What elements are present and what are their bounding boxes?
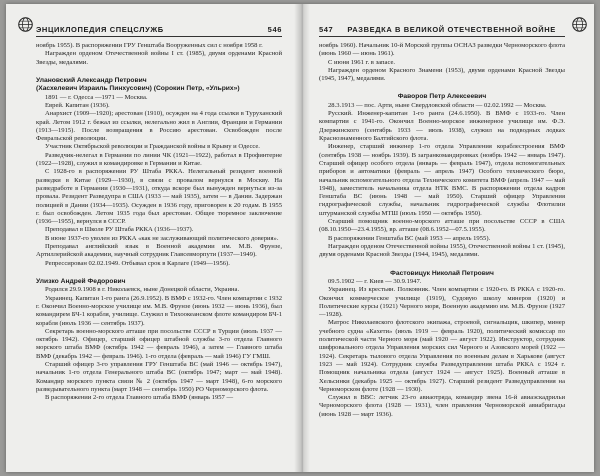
page-number: 547 [319,24,334,34]
paragraph: Старший офицер 3-го управления ГРУ Генштаба ВС (май 1946 — октябрь 1947), начальник 1-го отдела Генерального штаба ВС (октябрь 1947; март — май 1948). Командир морского пункта связи № 2 (октябрь 1947 — март 1948), 6-го морского разведывательного пункта (март 1948 — сентябрь 1950) РО Черноморского флота. [36,361,282,393]
paragraph: Награжден орденом Красного Знамени (1953), двумя орденами Красной Звезды (1945, 1947), медалями. [319,66,565,83]
paragraph: Разведчик-нелегал в Германии по линии ЧК (1921—1922), работал в Профинтерне (1922—1928), служил в командировке в Германии и Китае. [36,151,282,168]
paragraph: В распоряжении Генштаба ВС (май 1953 — апрель 1955). [328,234,491,242]
book-spread [6,4,594,472]
paragraph: ноябрь 1960). Начальник 10-й Морской группы ОСНАЗ разведки Черноморского флота (июнь 1960 — июнь 1961). [319,42,565,58]
paragraph: Русский. Инженер-капитан 1-го ранга (24.6.1950). В ВМФ с 1933-го. Член компартии с 1941-го. Окончил Военно-морское инженерное училище им. Ф.Э. Дзержинского (сентябрь 1933 — июль 1938), служил на подводных лодках Краснознаменного Балтийского флота. [319,110,565,143]
paragraph: Украинец. Капитан 1-го ранга (26.9.1952). В ВМФ с 1932-го. Член компартии с 1932 г. Окончил Военно-морское училище им. М.В. Фрунзе (июнь 1932 — июнь 1936), был командирем БЧ-1 корабля, училище. Служил в Тихоокеанском флоте командиром БЧ-1 корабля (июль 1936 — сентябрь 1937). [36,294,282,327]
paragraph: Преподавал в Школе РУ Штаба РККА (1936—1937). [45,226,194,234]
paragraph: Старший помощник военно-морского атташе при посольстве СССР в США (08.10.1950—23.4.1955), вр. атташе (08.6.1952—07.5.1955). [319,218,565,234]
paragraph: Награжден орденом Отечественной войны 1955), Отечественной войны 1 ст. (1945), двумя орденами Красной Звезды (1944, 1945), медалями. [319,242,565,259]
entry-heading: Улизко Андрей Федорович [36,277,126,285]
entry-heading: Фастовицук Николай Петрович [390,269,494,277]
paragraph: Репрессирован 02.02.1949. Отбывал срок в Карлаге (1949—1956). [45,259,230,267]
globe-emblem-icon [18,17,33,32]
paragraph: Еврей. Капитан (1936). [45,102,110,109]
running-head-title: ЭНЦИКЛОПЕДИЯ СПЕЦСЛУЖБ [36,24,164,34]
right-page-body [319,42,565,467]
running-head-title: РАЗВЕДКА В ВЕЛИКОЙ ОТЕЧЕСТВЕННОЙ ВОЙНЕ [347,24,556,34]
right-page [301,4,594,472]
paragraph: Награжден орденом Отечественной войны I ст. (1985), двумя орденами Красной Звезды, медалями. [36,50,282,66]
left-page-body [36,42,282,467]
running-head-right [319,24,565,37]
entry-heading-aliases: (Хасхелевич Израиль Пинхусович) (Сорокин Петр, «Ульрих») [36,85,240,93]
paragraph: Родился 29.9.1908 в г. Николаевск, ныне Донецкой области, Украина. [45,286,240,294]
paragraph: Анархист (1909—1920); арестован (1910), осужден на 4 года ссылки в Туруханский край. Летом 1912 г. бежал из ссылки, нелегально жил в Англии, Франции и Германии (1913—1915). После возвращения в Россию арестован. Освобожден после Февральской революции. [36,110,282,143]
page-number: 546 [267,24,282,34]
paragraph: 09.5.1902 — г. Киев — 30.9.1947. [328,277,422,285]
paragraph: 1891 — г. Одесса —1971 — Москва. [45,93,148,101]
globe-emblem-icon [572,17,587,32]
paragraph: С июня 1961 г. в запасе. [328,58,396,66]
paragraph: С 1928-го в распоряжении РУ Штаба РККА. Нелегальный резидент военной разведки в Китае (1929—1930), в связи с провалом вернулся в Москву. На разведработе в Германии (1930—1931), откуда вскоре был вынужден вернуться из-за провала. Резидент Разведупра в США (1933 — май 1935), затем — в Дании. Задержан полицией в Дании (1934—1935). Осужден в 1936 году, приговорен к 20 годам. В 1955 г. был освобожден. Летом 1935 года был арестован. Общее тюремное заключение (1936—1955), вернулся в СССР. [36,168,282,226]
paragraph: ноябрь 1955). В распоряжении ГРУ Генштаба Вооруженных сил с ноября 1958 г. [36,42,263,49]
paragraph: Служил в ВВС: летчик 23-го авиаотряда, командир звена 16-й авиаэскадрильи Черноморского флота (1928 — 1931), член правления Черноморской авиабригады (июнь 1928 — март 1936). [319,394,565,418]
paragraph: Преподавал английский язык в Военной академии им. М.В. Фрунзе, Артиллерийской академии, научный сотрудник Главсевморпути (1937—1949). [36,243,282,259]
paragraph: Украинец. Из крестьян. Полковник. Член компартии с 1920-го. В РККА с 1920-го. Окончил коммерческое училище (1919), Судовую школу минеров (1920) и Политические курсы (1921) Черного моря, Военную академию им. М.В. Фрунзе (1927—1928). [319,286,565,319]
paragraph: В июне 1937-го уволен из РККА «как не заслуживающий политического доверия». [45,234,279,242]
entry-heading: Фаворов Петр Алексеевич [397,93,487,101]
paragraph: 28.3.1913 — пос. Арти, ныне Свердловской области — 02.02.1992 — Москва. [328,101,547,109]
entry-heading: Улановский Александр Петрович [36,76,147,84]
paragraph: В распоряжении 2-го отдела Главного штаба ВМФ (январь 1957 — [45,394,234,402]
paragraph: Секретарь военно-морского атташе при посольстве СССР в Турции (июль 1937 — октябрь 1942). Офицер, старший офицер штабной службы 3-го отдела Главного морского штаба ВМФ (октябрь 1942 — февраль 1946), а затем — Главного штаба ВМФ (декабрь 1942 — февраль 1946). 1-го отдела (февраль — май 1946) ГУ ГМШ. [36,327,282,360]
running-head-left [36,24,282,37]
paragraph: Инженер, старший инженер 1-го отдела Управления кораблестроения ВМФ (сентябрь 1938 — ноябрь 1939). В загранкомандировках (ноябрь 1942 — январь 1947). Старший офицер особого отдела (январь — февраль 1947), отдела вспомогательных приборов и автоматики (февраль — апрель 1947) Особого технического бюро, начальник вспомогательного отдела Технического комитета ВМФ (апрель 1947 — май 1948), заместитель начальника отдела НТК ВМС. В распоряжении отдела кадров Генштаба ВС (июнь 1948 — май 1950). Старший офицер Управления гидрографической службы, начальник гидрографической службы Флотилии штурманской службы МТШ (июль 1950 — октябрь 1950). [319,143,565,217]
book-gutter-shadow [294,4,310,472]
left-page [6,4,299,472]
paragraph: Участник Октябрьской революции и Гражданской войны в Крыму и Одессе. [45,143,260,151]
paragraph: Матрос Николаевского флотского экипажа, строевой, сигнальщик, шкипер, минер учебного судна «Кахети» (июль 1919 — февраль 1920), политический комиссар по политической части Черного моря (май 1920 — август 1922). Инструктор, сотрудник шифровального отдела Управления морских сил Черного и Азовского морей (1922 — 1924). Секретарь тылового отдела Управления по военным делам в Харькове (август 1923 — май 1924). Сотрудник службы Разведуправления штаба РККА с 1924 г. Помощник начальника отдела (август 1924 — август 1925). Военный атташе в Хельсинки (декабрь 1925 — октябрь 1927). Старший резидент Разведуправления на Черноморском флоте (1928 — 1930). [319,319,565,393]
